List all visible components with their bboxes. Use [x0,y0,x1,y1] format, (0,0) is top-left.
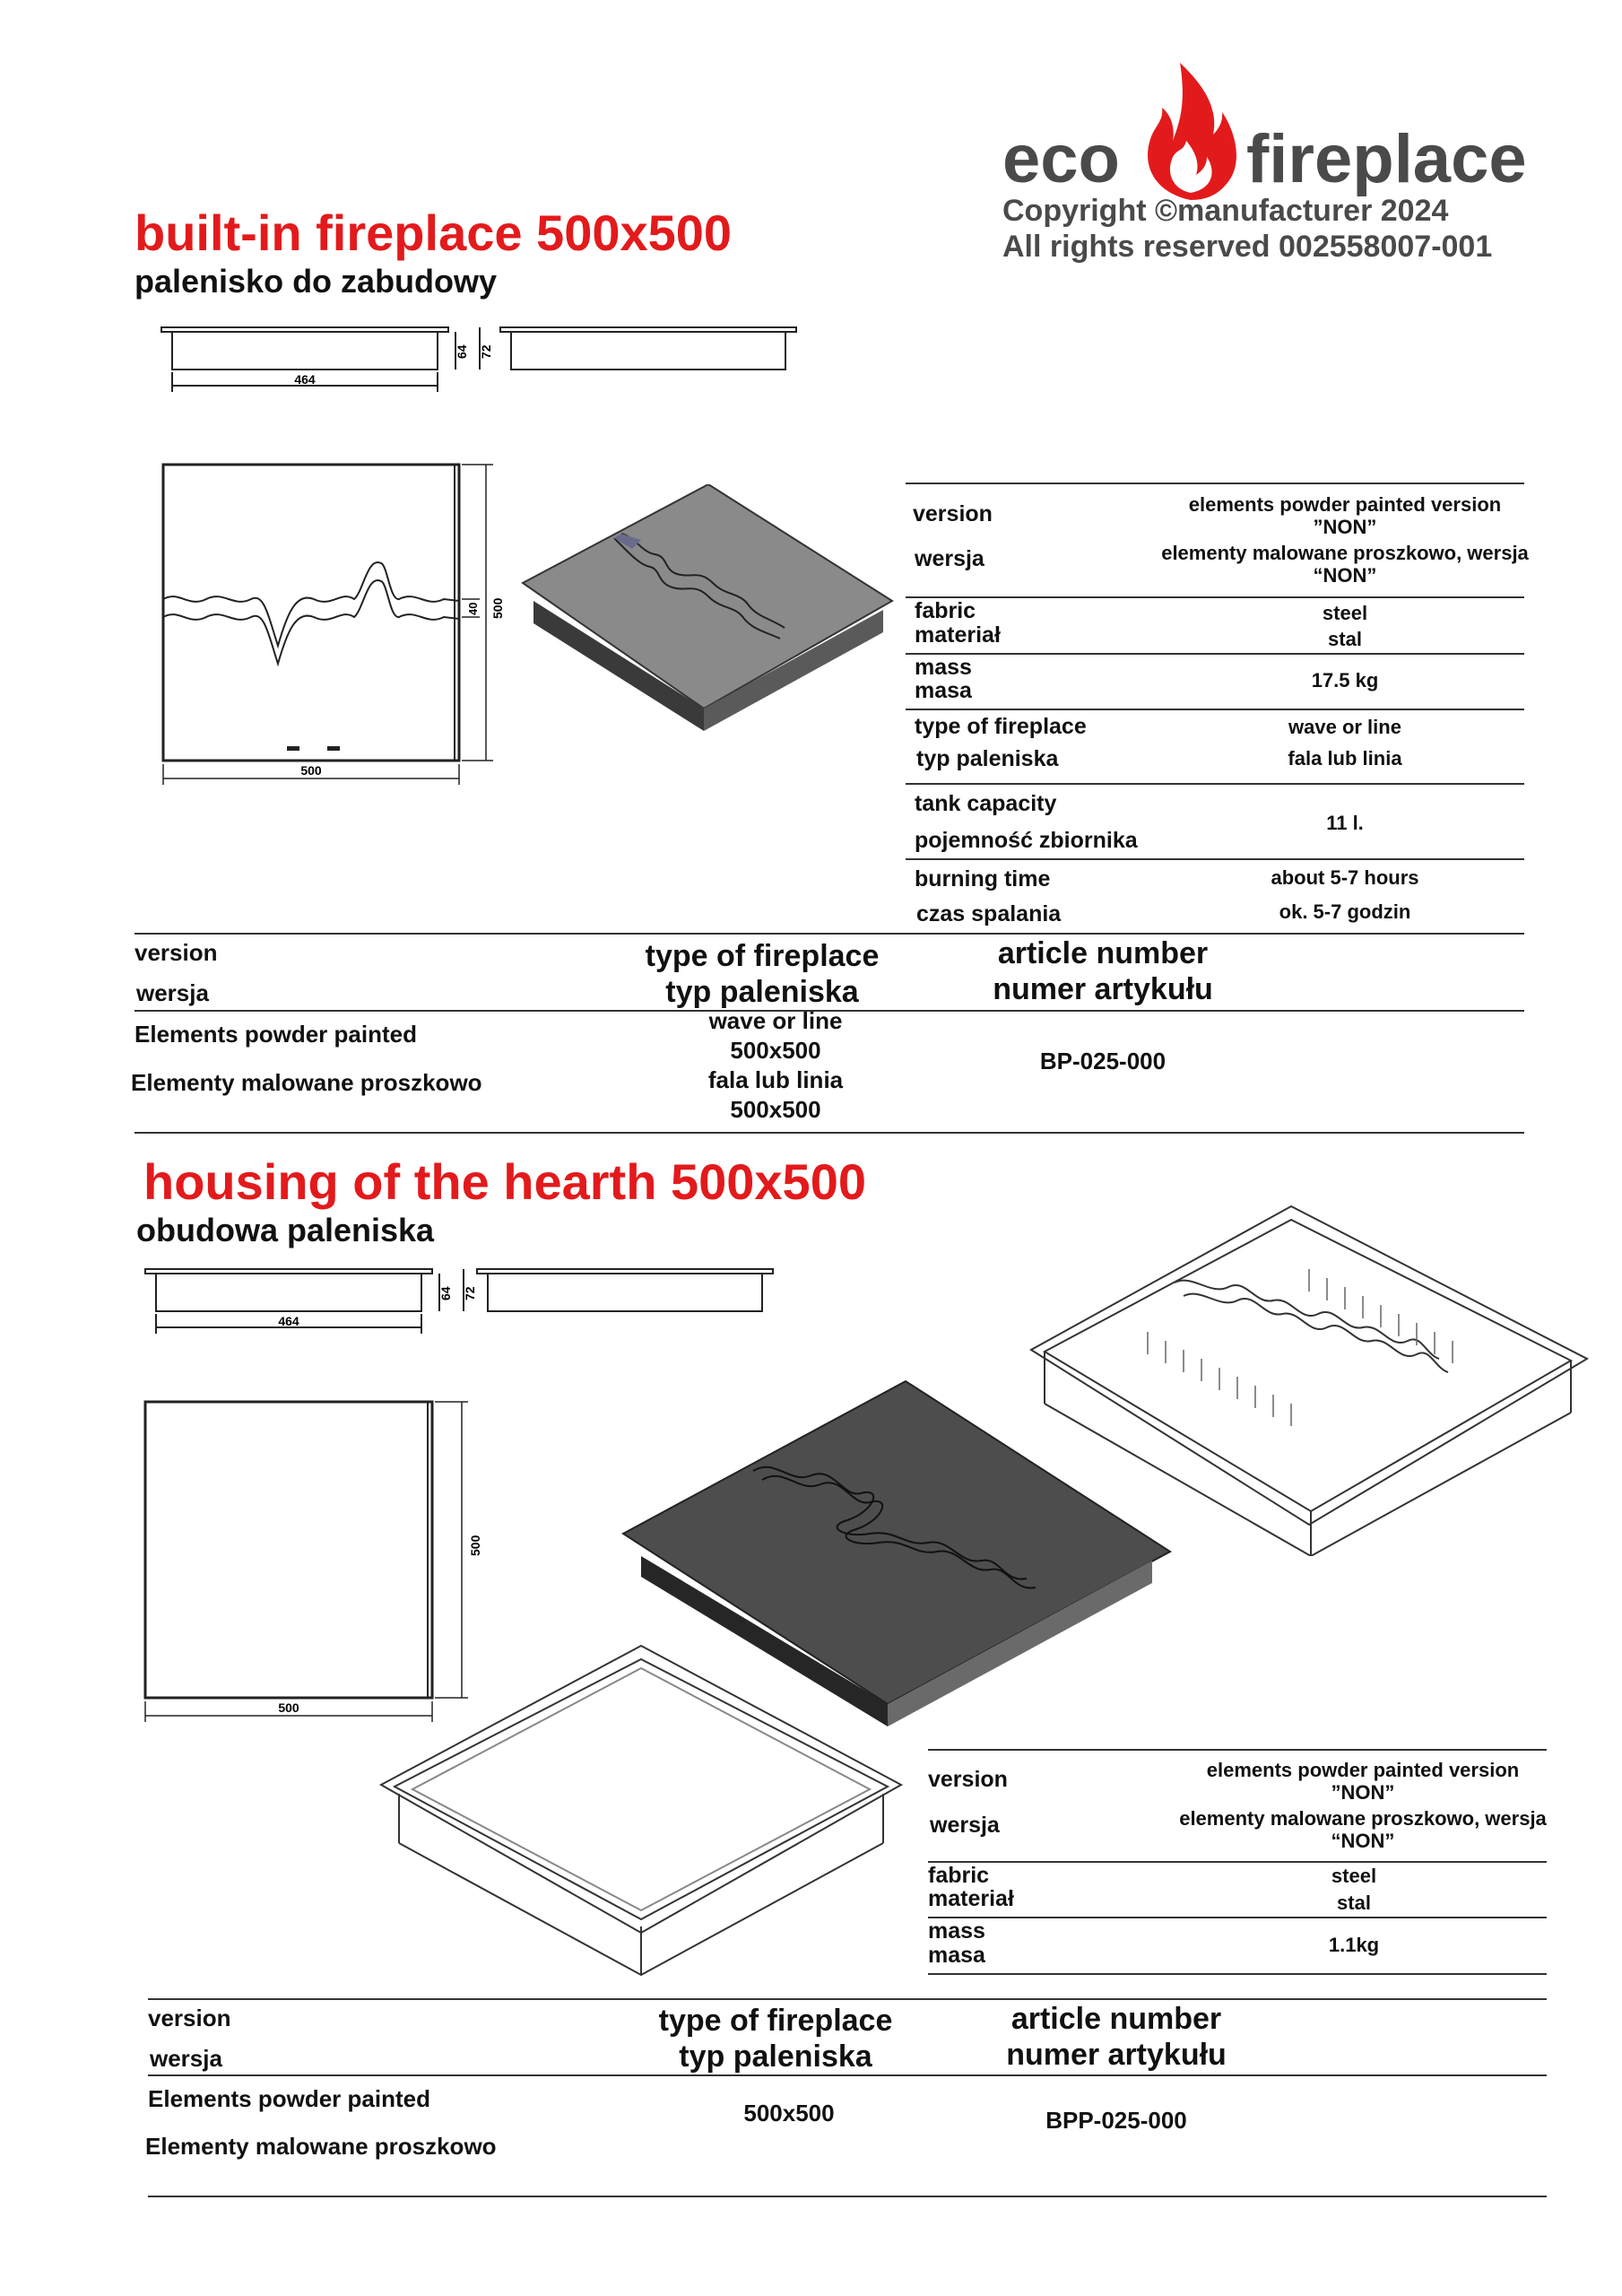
table2-col3-pl: numer artykułu [1006,2038,1227,2072]
table2-row-pl: Elementy malowane proszkowo [145,2133,497,2160]
dim2-64: 64 [438,1286,453,1300]
section1-isometric-render [516,484,910,735]
spec-type-val-en: wave or line [1288,716,1401,738]
table1-type-line2: 500x500 [730,1037,821,1064]
spec2-mass-en: mass [928,1918,985,1944]
spec2-mass-val: 1.1kg [1328,1934,1380,1956]
section2-wireframe-tray [377,1641,915,1982]
table1-article: BP-025-000 [1039,1048,1167,1074]
table2-col1-pl: wersja [150,2045,222,2072]
table1-type-line3: fala lub linia [707,1066,844,1093]
dim2-500-height: 500 [468,1535,482,1556]
spec-tank-en: tank capacity [915,791,1057,816]
spec-type-pl: typ paleniska [916,746,1059,771]
table1-col1-pl: wersja [136,979,209,1006]
spec-version-val-pl: elementy malowane proszkowo, wersja “NON” [1161,542,1529,587]
spec2-version-en: version [928,1767,1008,1792]
dim-64: 64 [455,344,469,359]
table1-row-pl: Elementy malowane proszkowo [131,1069,482,1096]
spec-mass-val: 17.5 kg [1311,669,1379,691]
spec2-mass-pl: masa [928,1943,985,1968]
section2-title: housing of the hearth 500x500 [143,1153,866,1210]
section2-side-profile [134,1260,789,1341]
logo-word-eco: eco [1002,121,1120,197]
table2-col2-pl: typ paleniska [679,2039,872,2074]
spec-type-en: type of fireplace [915,714,1087,739]
table1-col3-pl: numer artykułu [993,972,1213,1006]
table1-col3-en: article number [997,936,1209,970]
section1-title: built-in fireplace 500x500 [134,204,733,261]
section1-side-profile [152,318,807,399]
section1-subtitle: palenisko do zabudowy [134,263,498,300]
spec-fabric-pl: materiał [915,622,1001,648]
spec-burn-pl: czas spalania [916,901,1062,926]
table2-article: BPP-025-000 [1045,2107,1187,2134]
spec-fabric-en: fabric [915,598,976,623]
spec2-fabric-val-pl: stal [1337,1892,1371,1914]
spec-version-val-en: elements powder painted version ”NON” [1188,493,1502,539]
spec2-version-val-pl: elementy malowane proszkowo, wersja “NON” [1179,1807,1547,1853]
spec-burn-en: burning time [915,866,1051,891]
spec2-fabric-pl: materiał [928,1886,1014,1911]
table1-col2-en: type of fireplace [645,939,880,973]
dim2-464: 464 [278,1314,299,1328]
dim-72: 72 [479,344,493,359]
table2-type-val: 500x500 [743,2100,835,2126]
section2-subtitle: obudowa paleniska [136,1212,435,1248]
spec2-version-val-en: elements powder painted version ”NON” [1206,1759,1520,1805]
spec-version-en: version [913,501,993,526]
flame-icon [1137,58,1245,202]
spec-mass-en: mass [915,655,972,680]
spec-tank-val: 11 l. [1326,812,1364,834]
dim-500-height: 500 [490,597,505,619]
dim-500-width: 500 [300,763,322,778]
table2-col2-en: type of fireplace [658,2004,893,2038]
logo-word-fireplace: fireplace [1246,121,1527,197]
spec2-version-pl: wersja [930,1813,1000,1838]
spec-burn-val-en: about 5-7 hours [1271,866,1419,889]
table2-row-en: Elements powder painted [148,2085,430,2112]
table1-type-line1: wave or line [708,1007,843,1034]
spec-fabric-val-pl: stal [1328,628,1362,650]
table1-row-en: Elements powder painted [134,1021,417,1048]
table2-col1-en: version [148,2005,231,2031]
spec-type-val-pl: fala lub linia [1288,747,1402,770]
section1-top-view [152,457,529,789]
table1-col1-en: version [134,939,218,966]
dim-40: 40 [466,602,480,615]
spec-fabric-val-en: steel [1322,602,1368,624]
table1-type-line4: 500x500 [730,1096,821,1123]
spec2-fabric-val-en: steel [1331,1865,1377,1887]
table1-col2-pl: typ paleniska [665,975,859,1009]
table2-col3-en: article number [1010,2002,1222,2036]
spec-burn-val-pl: ok. 5-7 godzin [1279,900,1411,923]
spec2-fabric-en: fabric [928,1863,990,1888]
copyright-line: Copyright ©manufacturer 2024 [1002,194,1449,228]
dim2-500-width: 500 [278,1700,299,1715]
dim2-72: 72 [463,1286,477,1300]
rights-line: All rights reserved 002558007-001 [1002,230,1493,264]
spec-version-pl: wersja [915,546,984,571]
spec-mass-pl: masa [915,678,972,703]
dim-464: 464 [294,372,316,387]
spec-tank-pl: pojemność zbiornika [915,828,1138,853]
